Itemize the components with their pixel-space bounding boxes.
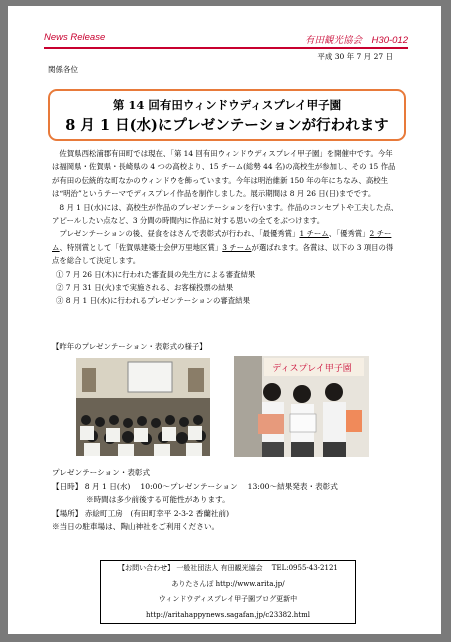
paragraph-3-text: 、特別賞として「佐賀県建築士会伊万里地区賞」 — [59, 242, 223, 252]
addressee: 関係各位 — [48, 65, 78, 74]
title-box — [48, 89, 406, 141]
list-item: ① 7 月 26 日(木)に行われた審査員の先生方による審査結果 — [56, 269, 256, 279]
news-release-label: News Release — [44, 32, 106, 43]
event-info — [52, 466, 400, 534]
news-header — [44, 32, 408, 46]
paragraph-3-text: 、「優秀賞」 — [328, 229, 370, 239]
paragraph-3 — [52, 227, 400, 267]
event-datetime: 【日時】 8 月 1 日(水) 10:00～プレゼンテーション 13:00～結果発表・表彰式 — [52, 481, 338, 491]
issuer-code: 有田観光協会 H30-012 — [305, 35, 408, 46]
paragraph-3-text: が選ばれます。各賞は、以下の 3 項目の得点を総合して決定します。 — [52, 242, 394, 266]
award-count-3: 3 チーム — [222, 242, 252, 252]
body-text — [52, 147, 400, 308]
event-place: 【場所】 赤絵町工房 (有田町幸平 2-3-2 香蘭社前) — [52, 508, 230, 518]
award-banner-text: ディスプレイ甲子園 — [272, 364, 352, 374]
presentation-photo — [76, 358, 210, 456]
blog-link[interactable]: ウィンドウディスプレイ甲子園ブログ更新中 http://aritahappynews.sagafan.jp/c23382.html — [145, 595, 311, 619]
issue-date: 平成 30 年 7 月 27 日 — [317, 52, 393, 61]
headline: 8 月 1 日(水)にプレゼンテーションが行われます — [65, 117, 389, 134]
header-rule — [44, 47, 408, 49]
award-photo — [234, 356, 369, 457]
time-note: ※時間は多少前後する可能性があります。 — [86, 495, 230, 504]
photo-caption: 【昨年のプレゼンテーション・表彰式の様子】 — [52, 342, 207, 351]
event-title: 第 14 回有田ウィンドウディスプレイ甲子園 — [112, 98, 342, 112]
contact-info: 【お問い合わせ】 一般社団法人 有田観光協会 TEL:0955-43-2121 — [118, 564, 338, 572]
paragraph-2: 8 月 1 日(水)には、高校生が作品のプレゼンテーションを行います。作品のコンセプトや工夫した点、アピールしたい点など、3 分間の時間内に作品に対する思いの全てをぶつけます。 — [52, 202, 399, 226]
award-count-2: 2 チーム — [52, 229, 392, 252]
list-item: ③ 8 月 1 日(水)に行われるプレゼンテーションの審査結果 — [56, 296, 250, 306]
website-link[interactable]: ありたさんぽ http://www.arita.jp/ — [171, 579, 285, 588]
paragraph-1: 佐賀県西松浦郡有田町では現在、「第 14 回有田ウィンドウディスプレイ甲子園」を開催中です。今年は福岡県・佐賀県・長崎県の 4 つの高校より、15 チーム(総勢 44 名)の高校生が参加し、その 15 作品が有田の伝統的な町なかのウィンドウを飾っています。今年は明治維新 150 年の年にちなみ、高校生は“明治”というテーマでディスプレイ作品を制作しました。展示期間は 8 月 26 日(日)までです。 — [52, 149, 396, 199]
contact-box — [100, 560, 356, 624]
document-page — [8, 6, 441, 634]
event-heading: プレゼンテーション・表彰式 — [52, 468, 151, 477]
award-count-1: 1 チーム — [299, 229, 329, 239]
list-item: ② 7 月 31 日(火)まで実施される、お客様投票の結果 — [56, 283, 234, 293]
criteria-list — [52, 268, 400, 308]
paragraph-3-text: プレゼンテーションの後、昼食をはさんで表彰式が行われ、「最優秀賞」 — [59, 229, 300, 239]
parking-note: ※当日の駐車場は、陶山神社をご利用ください。 — [52, 522, 220, 531]
